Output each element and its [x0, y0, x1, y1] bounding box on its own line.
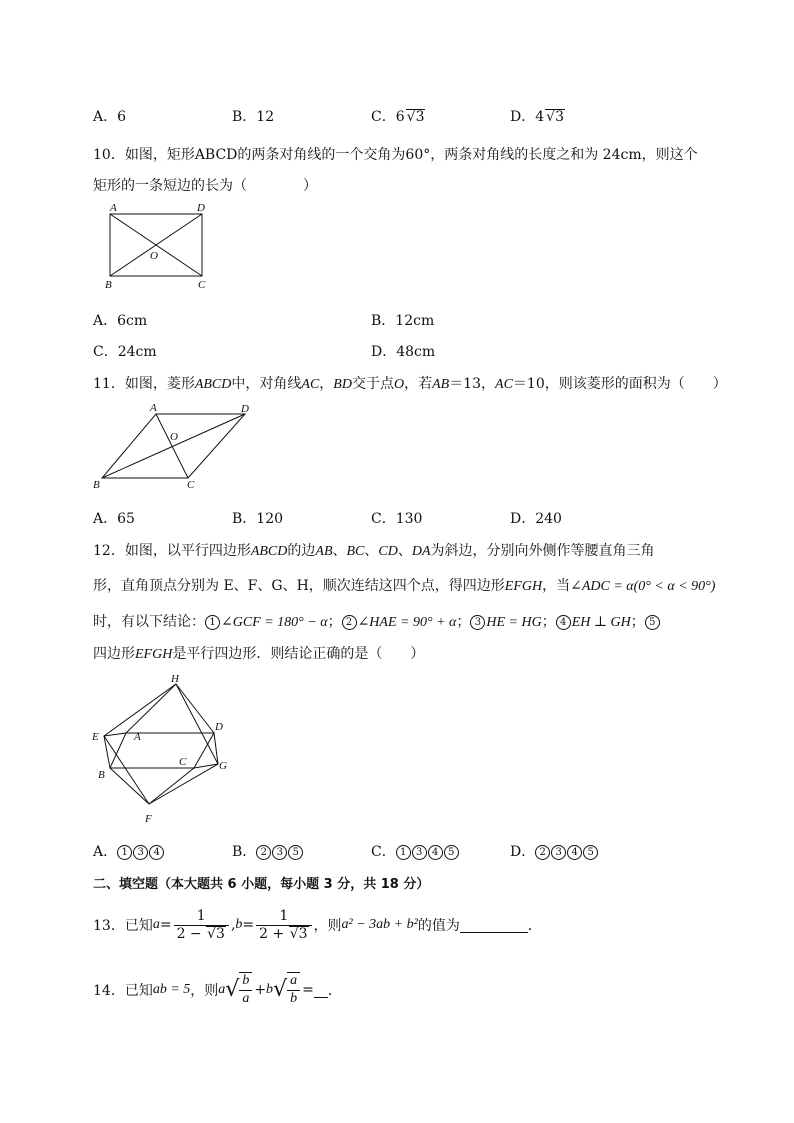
- q10-label-c: C: [198, 279, 206, 291]
- q11-label-o: O: [170, 431, 178, 443]
- q11-rhombus-figure: [90, 398, 260, 493]
- q10-stem-line2: 矩形的一条短边的长为（ ）: [93, 178, 317, 194]
- q9-option-d: D．4 √3: [510, 109, 564, 125]
- section-2-title: 二、填空题（本大题共 6 小题，每小题 3 分，共 18 分）: [93, 877, 430, 892]
- q12-stem-line3: 时，有以下结论： 1 ∠GCF = 180° − α； 2 ∠HAE = 90° + α； 3 HE = HG； 4 EH ⊥ GH； 5: [93, 611, 661, 631]
- q11-label-c: C: [187, 479, 195, 491]
- q12-label-b: B: [98, 769, 105, 781]
- q12-option-d: D． 2 3 4 5: [510, 841, 599, 861]
- q11-option-d: D．240: [510, 511, 562, 527]
- q12-label-f: F: [145, 813, 152, 825]
- q12-parallelogram-figure: [88, 670, 238, 830]
- q9-option-b: B．12: [232, 109, 275, 125]
- q10-label-a: A: [110, 202, 117, 214]
- q13-fraction-a: $\frac{1}{2 - √3}$: [174, 908, 229, 943]
- q12-stem-line4: 四边形EFGH是平行四边形．则结论正确的是（ ）: [93, 646, 425, 662]
- q11-label-d: D: [241, 403, 249, 415]
- q11-option-a: A．65: [93, 511, 135, 527]
- q11-stem: 11．如图，菱形ABCD中，对角线AC，BD交于点O，若AB＝13，AC＝10，则该菱形的面积为（ ）: [93, 376, 727, 392]
- q12-option-a: A． 1 3 4: [93, 841, 165, 861]
- q13-answer-blank[interactable]: [460, 918, 528, 933]
- q10-option-c: C．24cm: [93, 344, 157, 360]
- q10-label-b: B: [105, 279, 112, 291]
- q12-label-e: E: [92, 731, 99, 743]
- q10-label-d: D: [197, 202, 205, 214]
- q12-label-c: C: [179, 756, 187, 768]
- q14-stem: 14．已知 ab = 5 ，则 a √ $\frac{b}{a}$ + b √ $\frac{a}{b}$ = ．: [93, 973, 342, 1006]
- q12-label-h: H: [171, 673, 179, 685]
- q12-label-g: G: [219, 760, 227, 772]
- q14-answer-blank[interactable]: [314, 983, 328, 998]
- q11-label-a: A: [150, 402, 157, 414]
- q10-label-o: O: [150, 250, 158, 262]
- q12-stem-line1: 12．如图，以平行四边形ABCD的边AB、BC、CD、DA为斜边，分别向外侧作等腰直角三角: [93, 543, 655, 559]
- q12-stem-line2: 形，直角顶点分别为 E、F、G、H，顺次连结这四个点，得四边形EFGH，当∠ADC = α(0° < α < 90°): [93, 578, 716, 594]
- q9-option-c: C．6 √3: [371, 109, 425, 125]
- q10-option-a: A．6cm: [93, 313, 148, 329]
- q11-option-b: B．120: [232, 511, 284, 527]
- q12-option-b: B． 2 3 5: [232, 841, 304, 861]
- q10-option-d: D．48cm: [371, 344, 436, 360]
- q12-label-d: D: [215, 721, 223, 733]
- q11-option-c: C．130: [371, 511, 423, 527]
- q10-option-b: B．12cm: [371, 313, 435, 329]
- q9-option-a: A．6: [93, 109, 127, 125]
- q11-label-b: B: [93, 479, 100, 491]
- q10-stem-line1: 10．如图，矩形ABCD的两条对角线的一个交角为60°，两条对角线的长度之和为 24cm，则这个: [93, 147, 698, 163]
- q12-label-a: A: [134, 731, 141, 743]
- q13-fraction-b: $\frac{1}{2 + √3}$: [256, 908, 311, 943]
- q10-rectangle-figure: [100, 200, 220, 295]
- q12-option-c: C． 1 3 4 5: [371, 841, 460, 861]
- q13-stem: 13．已知 a = $\frac{1}{2 - √3}$ , b = $\frac{1}{2 + √3}$ ，则 a² − 3ab + b² 的值为 ．: [93, 907, 542, 942]
